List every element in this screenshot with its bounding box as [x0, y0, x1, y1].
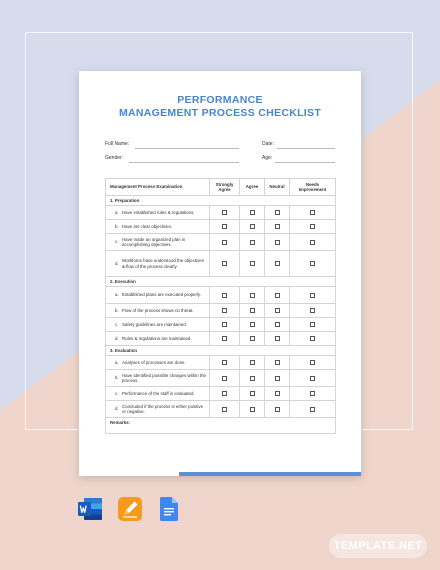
- checkbox-cell-neutral: [265, 387, 290, 401]
- checkbox-strongly-agree[interactable]: [222, 210, 227, 215]
- item-letter: d.: [115, 260, 119, 266]
- checkbox-strongly-agree[interactable]: [222, 407, 227, 412]
- checkbox-needs-improvement[interactable]: [310, 240, 315, 245]
- checkbox-cell-neutral: [265, 318, 290, 332]
- item-text: Concluded if the process is either positive or negative.: [122, 403, 204, 414]
- item-letter: c.: [115, 321, 119, 327]
- checkbox-needs-improvement[interactable]: [310, 224, 315, 229]
- item-text: Have established rules & regulations.: [122, 209, 195, 215]
- item-text: Established plans are executed properly.: [122, 292, 201, 298]
- item-cell: [106, 234, 210, 251]
- checkbox-agree[interactable]: [250, 322, 255, 327]
- checkbox-strongly-agree[interactable]: [222, 360, 227, 365]
- table-row: [106, 318, 336, 332]
- header-needs-improvement: Needs Improvement: [290, 179, 336, 196]
- full-name-label: Full Name:: [105, 141, 130, 147]
- checkbox-cell-agree: [240, 304, 265, 318]
- age-label: Age:: [262, 155, 273, 161]
- pages-icon[interactable]: [118, 497, 142, 521]
- date-line: [277, 148, 335, 149]
- table-row: [106, 370, 336, 387]
- checkbox-cell-neutral: [265, 401, 290, 418]
- checkbox-cell-neutral: [265, 370, 290, 387]
- checkbox-neutral[interactable]: [275, 308, 280, 313]
- checkbox-agree[interactable]: [250, 360, 255, 365]
- docs-icon[interactable]: [160, 497, 178, 521]
- item-letter: d.: [115, 406, 119, 412]
- header-examination: Management Process Examination: [106, 179, 210, 196]
- checkbox-cell-needs-improvement: [290, 206, 336, 220]
- checkbox-strongly-agree[interactable]: [222, 391, 227, 396]
- checkbox-cell-strongly-agree: [210, 401, 240, 418]
- table-row: [106, 287, 336, 304]
- header-strongly-agree: Strongly Agree: [210, 179, 240, 196]
- item-text: Performance of the staff is evaluated.: [122, 390, 195, 396]
- section-title: 3. Evaluation: [106, 346, 336, 356]
- item-letter: b.: [115, 223, 119, 229]
- checkbox-strongly-agree[interactable]: [222, 308, 227, 313]
- checkbox-neutral[interactable]: [275, 240, 280, 245]
- item-cell: [106, 332, 210, 346]
- gender-line: [129, 162, 239, 163]
- checkbox-cell-agree: [240, 332, 265, 346]
- word-icon[interactable]: [78, 497, 103, 521]
- checkbox-agree[interactable]: [250, 308, 255, 313]
- checkbox-neutral[interactable]: [275, 261, 280, 266]
- checkbox-agree[interactable]: [250, 261, 255, 266]
- checkbox-cell-neutral: [265, 356, 290, 370]
- item-letter: d.: [115, 335, 119, 341]
- checkbox-cell-strongly-agree: [210, 370, 240, 387]
- item-cell: [106, 251, 210, 277]
- checkbox-strongly-agree[interactable]: [222, 240, 227, 245]
- item-cell: [106, 356, 210, 370]
- checkbox-cell-agree: [240, 318, 265, 332]
- item-letter: a.: [115, 292, 119, 298]
- section-title: 2. Execution: [106, 277, 336, 287]
- checkbox-cell-strongly-agree: [210, 251, 240, 277]
- remarks-label: Remarks:: [106, 418, 336, 434]
- checkbox-cell-needs-improvement: [290, 234, 336, 251]
- table-header-row: [106, 179, 336, 196]
- item-cell: [106, 370, 210, 387]
- table-row: [106, 206, 336, 220]
- checkbox-cell-agree: [240, 234, 265, 251]
- item-text: Analyses of processes are done.: [122, 359, 186, 365]
- checkbox-cell-neutral: [265, 304, 290, 318]
- checkbox-cell-neutral: [265, 206, 290, 220]
- item-text: Safety guidelines are maintained.: [122, 321, 187, 327]
- checkbox-cell-agree: [240, 370, 265, 387]
- checkbox-neutral[interactable]: [275, 293, 280, 298]
- checkbox-agree[interactable]: [250, 293, 255, 298]
- table-row: [106, 387, 336, 401]
- table-row: [106, 356, 336, 370]
- checkbox-cell-strongly-agree: [210, 304, 240, 318]
- checklist-table: [105, 178, 336, 434]
- checkbox-cell-needs-improvement: [290, 370, 336, 387]
- checkbox-needs-improvement[interactable]: [310, 407, 315, 412]
- checkbox-cell-strongly-agree: [210, 387, 240, 401]
- checkbox-cell-strongly-agree: [210, 220, 240, 234]
- item-text: Rules & regulations are maintained.: [122, 335, 192, 341]
- checkbox-strongly-agree[interactable]: [222, 224, 227, 229]
- item-cell: [106, 401, 210, 418]
- checkbox-agree[interactable]: [250, 336, 255, 341]
- checkbox-neutral[interactable]: [275, 407, 280, 412]
- checkbox-strongly-agree[interactable]: [222, 261, 227, 266]
- full-name-line: [135, 148, 239, 149]
- checkbox-cell-neutral: [265, 251, 290, 277]
- checkbox-agree[interactable]: [250, 224, 255, 229]
- checkbox-needs-improvement[interactable]: [310, 261, 315, 266]
- checkbox-needs-improvement[interactable]: [310, 210, 315, 215]
- item-cell: [106, 220, 210, 234]
- checkbox-neutral[interactable]: [275, 391, 280, 396]
- table-row: [106, 220, 336, 234]
- checkbox-cell-neutral: [265, 332, 290, 346]
- checkbox-cell-strongly-agree: [210, 318, 240, 332]
- checkbox-strongly-agree[interactable]: [222, 322, 227, 327]
- checkbox-cell-needs-improvement: [290, 318, 336, 332]
- item-cell: [106, 318, 210, 332]
- checkbox-cell-agree: [240, 220, 265, 234]
- section-row: [106, 346, 336, 356]
- checkbox-agree[interactable]: [250, 391, 255, 396]
- section-title: 1. Preparation: [106, 196, 336, 206]
- checkbox-neutral[interactable]: [275, 224, 280, 229]
- checkbox-cell-agree: [240, 251, 265, 277]
- item-text: Workforce have understood the objectives & flow of the process clearly.: [122, 258, 204, 269]
- checkbox-needs-improvement[interactable]: [310, 336, 315, 341]
- item-letter: a.: [115, 359, 119, 365]
- checkbox-cell-strongly-agree: [210, 287, 240, 304]
- item-cell: [106, 387, 210, 401]
- checkbox-cell-strongly-agree: [210, 332, 240, 346]
- item-cell: [106, 304, 210, 318]
- checkbox-neutral[interactable]: [275, 376, 280, 381]
- document-title-line2: MANAGEMENT PROCESS CHECKLIST: [118, 107, 322, 119]
- checkbox-cell-neutral: [265, 220, 290, 234]
- item-text: Have made an organized plan in accomplishing objectives.: [122, 236, 186, 247]
- item-letter: b.: [115, 375, 119, 381]
- checkbox-cell-strongly-agree: [210, 356, 240, 370]
- checkbox-cell-needs-improvement: [290, 304, 336, 318]
- document-page: [79, 71, 361, 476]
- document-title-line1: PERFORMANCE: [177, 94, 263, 106]
- checkbox-agree[interactable]: [250, 240, 255, 245]
- section-row: [106, 277, 336, 287]
- checkbox-cell-agree: [240, 206, 265, 220]
- checkbox-needs-improvement[interactable]: [310, 308, 315, 313]
- table-row: [106, 304, 336, 318]
- gender-label: Gender:: [105, 155, 124, 161]
- checkbox-cell-needs-improvement: [290, 356, 336, 370]
- checkbox-cell-agree: [240, 287, 265, 304]
- checkbox-cell-neutral: [265, 287, 290, 304]
- item-letter: a.: [115, 209, 119, 215]
- checkbox-agree[interactable]: [250, 210, 255, 215]
- header-neutral: Neutral: [265, 179, 290, 196]
- item-letter: b.: [115, 307, 119, 313]
- remarks-row: [106, 418, 336, 434]
- checkbox-cell-agree: [240, 356, 265, 370]
- checkbox-needs-improvement[interactable]: [310, 322, 315, 327]
- checkbox-cell-agree: [240, 387, 265, 401]
- checkbox-needs-improvement[interactable]: [310, 376, 315, 381]
- item-text: Flow of the process shows no threat.: [122, 307, 194, 313]
- checkbox-neutral[interactable]: [275, 210, 280, 215]
- checkbox-strongly-agree[interactable]: [222, 293, 227, 298]
- checkbox-strongly-agree[interactable]: [222, 336, 227, 341]
- checkbox-agree[interactable]: [250, 376, 255, 381]
- checkbox-cell-agree: [240, 401, 265, 418]
- header-agree: Agree: [240, 179, 265, 196]
- date-label: Date:: [262, 141, 274, 147]
- checkbox-neutral[interactable]: [275, 360, 280, 365]
- checkbox-cell-needs-improvement: [290, 220, 336, 234]
- checkbox-agree[interactable]: [250, 407, 255, 412]
- table-row: [106, 401, 336, 418]
- checkbox-neutral[interactable]: [275, 322, 280, 327]
- item-text: Have set clear objectives.: [122, 223, 173, 229]
- template-net-logo[interactable]: TEMPLATE.NET: [329, 534, 427, 558]
- checkbox-cell-needs-improvement: [290, 332, 336, 346]
- item-cell: [106, 206, 210, 220]
- checkbox-cell-needs-improvement: [290, 251, 336, 277]
- table-row: [106, 332, 336, 346]
- checkbox-cell-strongly-agree: [210, 234, 240, 251]
- checkbox-needs-improvement[interactable]: [310, 293, 315, 298]
- checkbox-cell-strongly-agree: [210, 206, 240, 220]
- section-row: [106, 196, 336, 206]
- checkbox-needs-improvement[interactable]: [310, 360, 315, 365]
- page-accent-bar: [179, 472, 361, 476]
- checkbox-neutral[interactable]: [275, 336, 280, 341]
- checkbox-needs-improvement[interactable]: [310, 391, 315, 396]
- item-letter: c.: [115, 390, 119, 396]
- checkbox-cell-neutral: [265, 234, 290, 251]
- table-row: [106, 251, 336, 277]
- checkbox-strongly-agree[interactable]: [222, 376, 227, 381]
- checkbox-cell-needs-improvement: [290, 387, 336, 401]
- age-line: [275, 162, 335, 163]
- item-cell: [106, 287, 210, 304]
- item-text: Have identified possible changes within the process.: [122, 372, 206, 383]
- table-row: [106, 234, 336, 251]
- checkbox-cell-needs-improvement: [290, 401, 336, 418]
- checkbox-cell-needs-improvement: [290, 287, 336, 304]
- item-letter: c.: [115, 239, 119, 245]
